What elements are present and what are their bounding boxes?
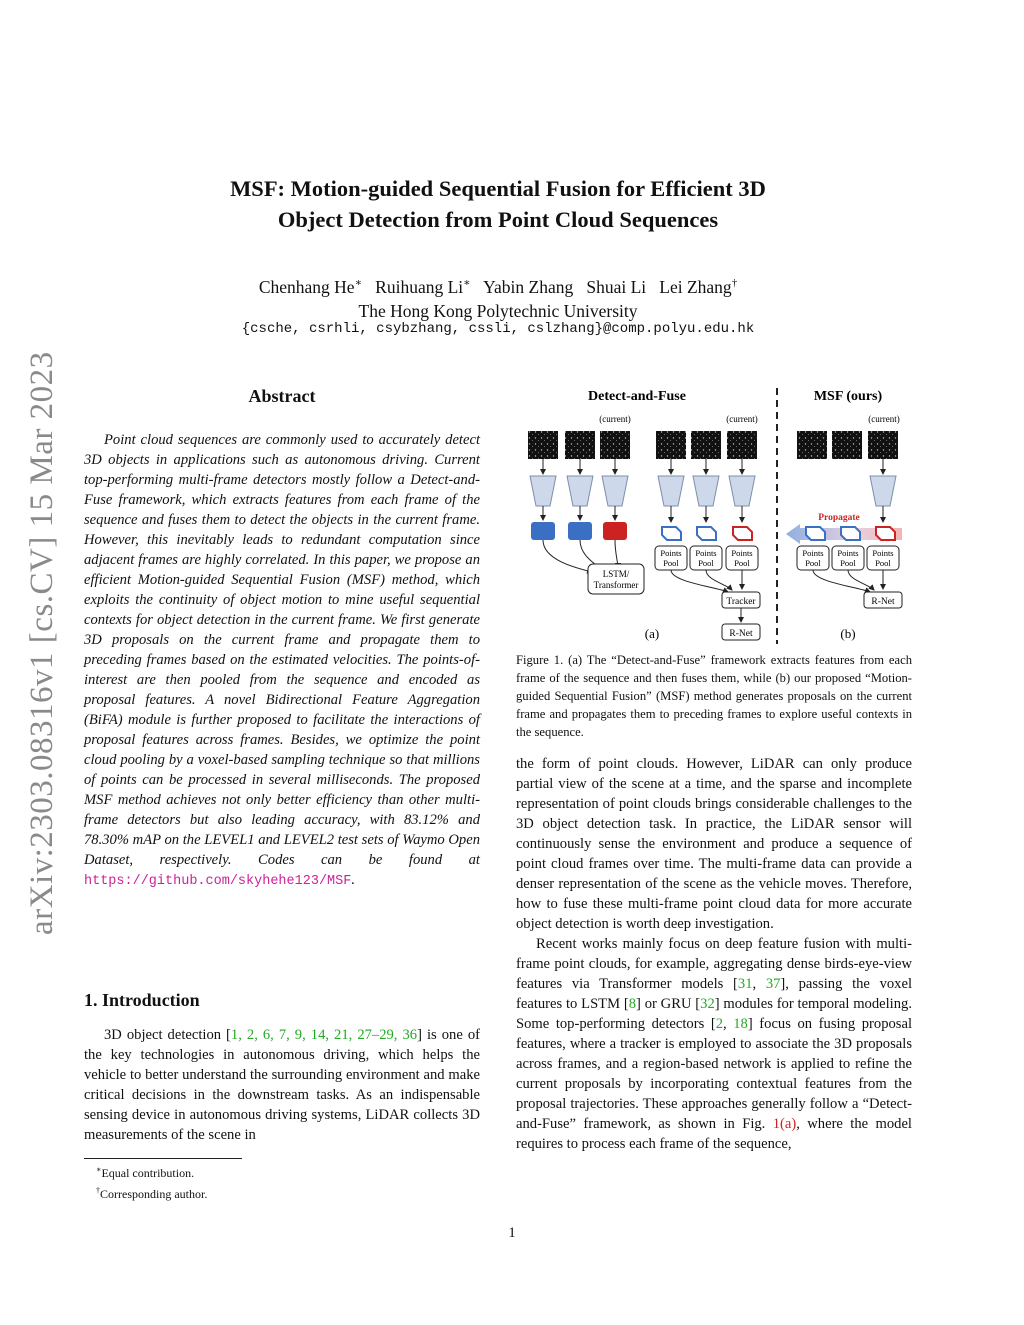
points-pool-label: Pool [663,558,679,568]
abstract-heading: Abstract [248,386,316,406]
feature-block-icon [531,522,555,540]
proposal-box-icon [697,527,716,540]
lidar-frame-icon [797,431,827,459]
abstract-text: Point cloud sequences are commonly used to accurately detect 3D objects in applications such as autonomous driving. Current top-performing multi-frame detectors mostly follow a Detect-and-Fuse framework, which extracts features from each frame of the sequence and fuses them to detect the objects in the current frame. However, this inevitably leads to redundant computation since adjacent frames are highly correlated. In this paper, we propose an efficient Motion-guided Sequential Fusion (MSF) method, which exploits the continuity of object motion to mine useful sequential contexts for object detection in the current frame. We first generate 3D proposals on the current frame and propagate them to preceding frames based on the estimated velocities. The points-of-interest are then pooled from the sequence and encoded as proposal features. A novel Bidirectional Feature Aggregation (BiFA) module is further proposed to facilitate the interactions of proposal features across frames. Besides, we optimize the point cloud pooling by a voxel-based sampling technique so that millions of points can be processed in several milliseconds. The proposed MSF method achieves not only better efficiency than other multi-frame detectors but also leading accuracy, with 83.12% and 78.30% mAP on the LEVEL1 and LEVEL2 test sets of Waymo Open Dataset, respectively. Codes can be found at https://github.com/skyhehe123/MSF. [84,432,480,889]
proposal-box-icon [806,527,825,540]
lidar-frame-icon [832,431,862,459]
paper-title [150,173,846,235]
backbone-icon [658,476,684,506]
points-pool-label: Pool [840,558,856,568]
fig-label-a: (a) [644,626,660,641]
points-pool-label: Points [837,548,859,558]
lidar-frame-icon [528,431,558,459]
author-list [150,271,846,299]
points-pool-label: Points [872,548,894,558]
lidar-frame-icon [691,431,721,459]
proposal-box-icon [841,527,860,540]
lidar-frame-icon [727,431,757,459]
introduction-heading: 1. Introduction [84,990,200,1010]
transformer-label: Transformer [593,580,639,590]
footnote-divider [84,1158,242,1159]
lidar-frame-icon [656,431,686,459]
footnotes [96,1161,207,1203]
fig-label-b: (b) [840,626,856,641]
proposal-box-icon [662,527,681,540]
author-5: Lei Zhang† [659,276,738,297]
citation-link[interactable]: 2 [715,1016,723,1032]
feature-block-icon [603,522,627,540]
citation-link[interactable]: 18 [733,1016,748,1032]
fig-left-title: Detect-and-Fuse [588,389,686,404]
points-pool-label: Pool [805,558,821,568]
backbone-icon [602,476,628,506]
backbone-icon [729,476,755,506]
body-paragraph-1: the form of point clouds. However, LiDAR can only produce partial view of the scene at a time, and the sparse and incomplete representation of point clouds brings considerable challenges to the 3D object detection task. In practice, the LiDAR sensor will continuously sense the environment and produce a sequence of point cloud frames over time. The multi-frame data can provide a denser representation of the scene as the vehicle moves. Therefore, how to fuse these multi-frame point cloud data for more accurate object detection is worth deep investigation. [516,756,912,932]
lidar-frame-icon [600,431,630,459]
fig-current-label-2: (current) [726,414,758,424]
code-link[interactable]: https://github.com/skyhehe123/MSF [84,874,352,889]
citation-link[interactable]: 37 [765,976,781,992]
introduction-paragraph: 3D object detection [1, 2, 6, 7, 9, 14, 21, 27–29, 36] is one of the key technologies in autonomous driving, which helps the vehicle to better understand the surrounding environment and make critical decisions in the downstream tasks. As an indispensable sensing device in autonomous driving systems, LiDAR collects 3D measurements of the scene in [84,1027,480,1143]
backbone-icon [693,476,719,506]
fig-right-title: MSF (ours) [813,389,883,404]
figure-1-caption: Figure 1. (a) The “Detect-and-Fuse” framework extracts features from each frame of the sequence and then fuses them, while (b) our proposed “Motion-guided Sequential Fusion” (MSF) method generates proposals on the current frame and propagates them to preceding frames to explore useful contexts in the sequence. [516,653,912,739]
points-pool-label: Pool [875,558,891,568]
author-emails: {csche, csrhli, csybzhang, cssli, cslzhang}@comp.polyu.edu.hk [241,321,755,337]
body-paragraph-2: Recent works mainly focus on deep feature fusion with multi-frame point clouds, for example, aggregating dense birds-eye-view features via Transformer models [31, 37], passing the voxel features to LSTM [8] or GRU [32] modules for temporal modeling. Some top-performing detectors [2, 18] focus on fusing proposal features, where a tracker is employed to associate the 3D proposals across frames, and a region-based network is applied to refine the current proposals by incorporating contextual features from the proposal trajectories. These approaches generally follow a “Detect-and-Fuse” framework, as shown in Fig. 1(a), where the model requires to process each frame of the sequence, [516,936,913,1152]
tracker-label: Tracker [726,597,756,607]
proposal-box-icon [876,527,895,540]
author-2: Ruihuang Li∗ [375,276,471,297]
figure-1-diagram [516,382,916,644]
proposal-box-icon [733,527,752,540]
citation-link[interactable]: 32 [700,996,715,1012]
footnote-equal: ∗Equal contribution. [96,1165,195,1180]
citation-link[interactable]: 8 [628,996,637,1012]
affiliation: The Hong Kong Polytechnic University [358,300,638,321]
author-3: Yabin Zhang [483,276,574,297]
footnote-corresponding: †Corresponding author. [96,1186,208,1201]
backbone-icon [530,476,556,506]
fig-current-label-3: (current) [868,414,900,424]
backbone-icon [567,476,593,506]
points-pool-label: Points [660,548,682,558]
lstm-label: LSTM/ [602,569,630,579]
fig-b-msf-branch [786,431,902,641]
right-column-body [516,754,912,1154]
fig-a-fuse-branch [645,431,760,641]
points-pool-label: Points [731,548,753,558]
citation-links[interactable]: 1, 2, 6, 7, 9, 14, 21, 27–29, 36 [230,1027,418,1043]
author-block [150,271,846,323]
lidar-frame-icon [868,431,898,459]
author-1: Chenhang He∗ [258,276,363,297]
citation-link[interactable]: 31 [737,976,753,992]
points-pool-label: Pool [698,558,714,568]
feature-block-icon [568,522,592,540]
fig-a-detect-branch [528,431,644,594]
points-pool-label: Pool [734,558,750,568]
backbone-icon [870,476,896,506]
page-number: 1 [508,1225,516,1241]
fig-current-label-1: (current) [599,414,631,424]
lidar-frame-icon [565,431,595,459]
points-pool-label: Points [802,548,824,558]
rnet-label-a: R-Net [729,629,753,639]
title-line-2: Object Detection from Point Cloud Sequences [277,207,719,232]
points-pool-label: Points [695,548,717,558]
rnet-label-b: R-Net [871,597,895,607]
title-line-1: MSF: Motion-guided Sequential Fusion for Efficient 3D [230,176,766,201]
propagate-label: Propagate [818,513,860,523]
figure-reference-link[interactable]: 1(a) [772,1116,797,1132]
arxiv-identifier: arXiv:2303.08316v1 [cs.CV] 15 Mar 2023 [24,351,60,935]
author-4: Shuai Li [586,276,647,297]
